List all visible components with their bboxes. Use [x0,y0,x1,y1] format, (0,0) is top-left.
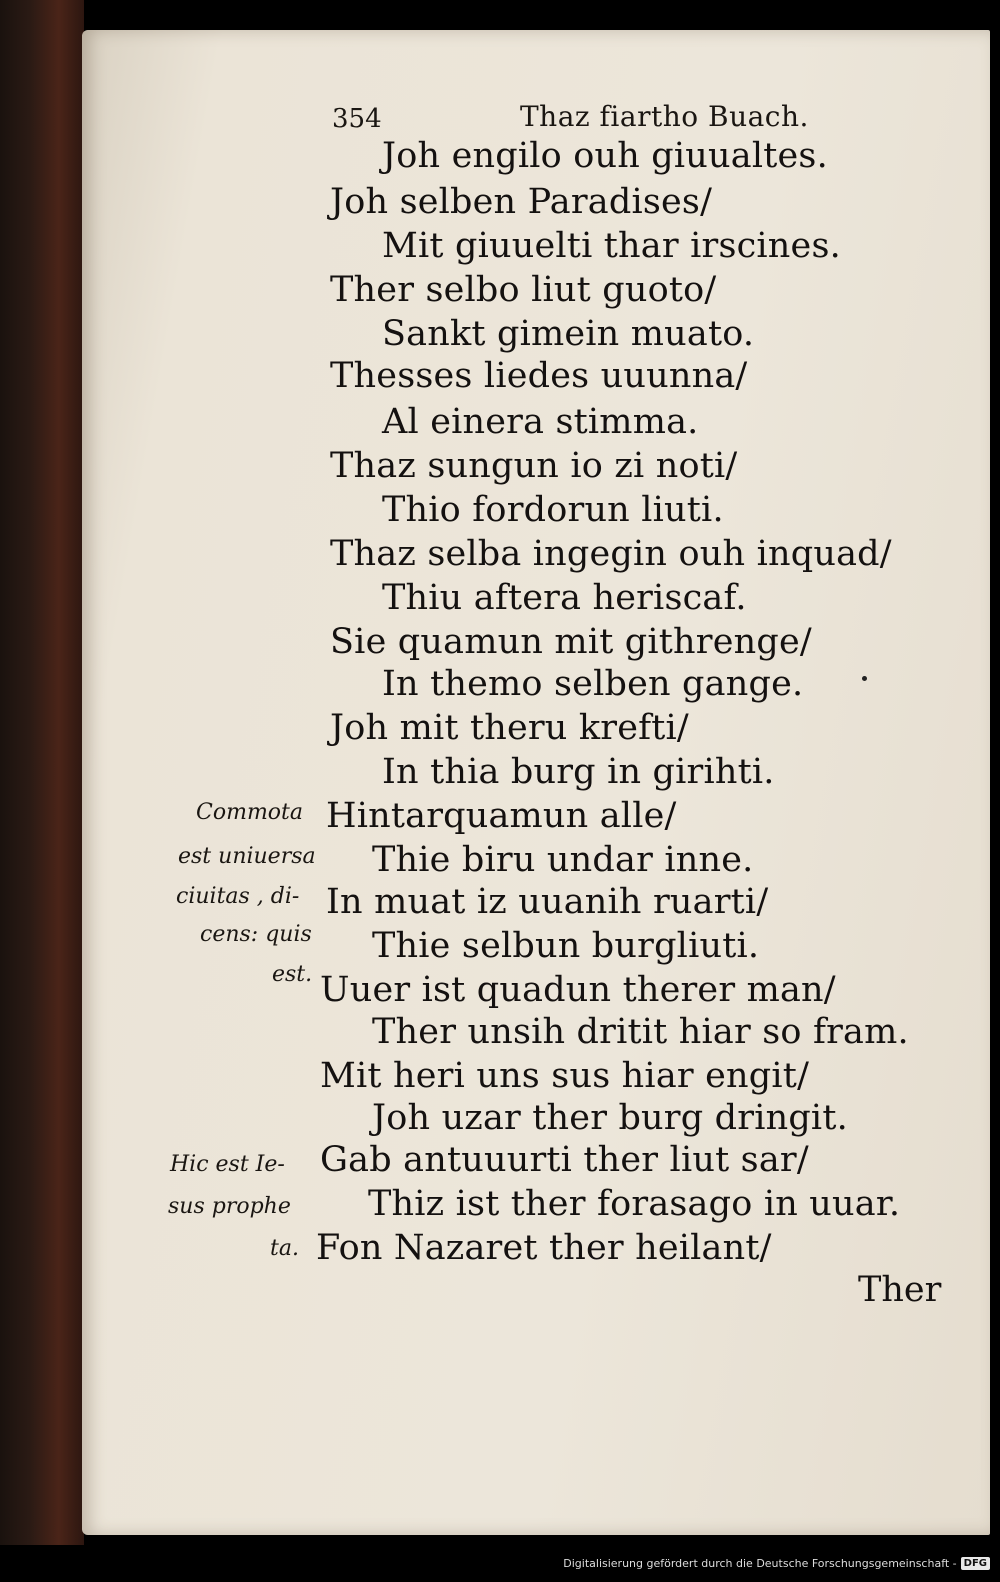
running-title: Thaz fiartho Buach. [520,100,809,133]
verse-line: Thio fordorun liuti. [382,490,724,530]
book-binding [0,0,84,1545]
verse-line: Thesses liedes uuunna/ [330,356,748,396]
verse-line: Sankt gimein muato. [382,314,755,354]
verse-line: Ther selbo liut guoto/ [330,270,717,310]
verse-line: Al einera stimma. [382,402,699,442]
verse-line: Hintarquamun alle/ [326,796,677,836]
catchword: Ther [858,1270,942,1310]
dfg-logo: DFG [961,1557,990,1570]
margin-note: est. [272,962,313,987]
page-number: 354 [332,104,382,134]
verse-line: Gab antuuurti ther liut sar/ [320,1140,809,1180]
verse-line: Mit heri uns sus hiar engit/ [320,1056,810,1096]
verse-line: Joh uzar ther burg dringit. [372,1098,848,1138]
footer-text: Digitalisierung gefördert durch die Deutsche Forschungsgemeinschaft - [563,1556,957,1570]
verse-line: Joh selben Paradises/ [330,182,713,222]
verse-line: Thaz sungun io zi noti/ [330,446,738,486]
verse-line: Thie biru undar inne. [372,840,754,880]
verse-line: Uuer ist quadun therer man/ [320,970,836,1010]
margin-note: Hic est Ie- [170,1152,285,1177]
verse-line: Mit giuuelti thar irscines. [382,226,841,266]
verse-line: In themo selben gange. [382,664,804,704]
margin-note: ciuitas , di- [176,884,300,909]
verse-line: Thaz selba ingegin ouh inquad/ [330,534,892,574]
verse-line: Thie selbun burgliuti. [372,926,760,966]
ink-dot [862,676,867,681]
digitization-footer [563,1552,990,1574]
margin-note: est uniuersa [178,844,316,869]
verse-line: In muat iz uuanih ruarti/ [326,882,769,922]
verse-line: In thia burg in girihti. [382,752,775,792]
verse-line: Joh mit theru krefti/ [330,708,689,748]
margin-note: Commota [196,800,304,825]
verse-line: Thiu aftera heriscaf. [382,578,747,618]
margin-note: sus prophe [168,1194,291,1219]
verse-line: Fon Nazaret ther heilant/ [316,1228,772,1268]
verse-line: Ther unsih dritit hiar so fram. [372,1012,909,1052]
margin-note: ta. [270,1236,299,1261]
margin-note: cens: quis [200,922,312,947]
verse-line: Joh engilo ouh giuualtes. [382,136,828,176]
verse-line: Thiz ist ther forasago in uuar. [368,1184,901,1224]
verse-line: Sie quamun mit githrenge/ [330,622,812,662]
